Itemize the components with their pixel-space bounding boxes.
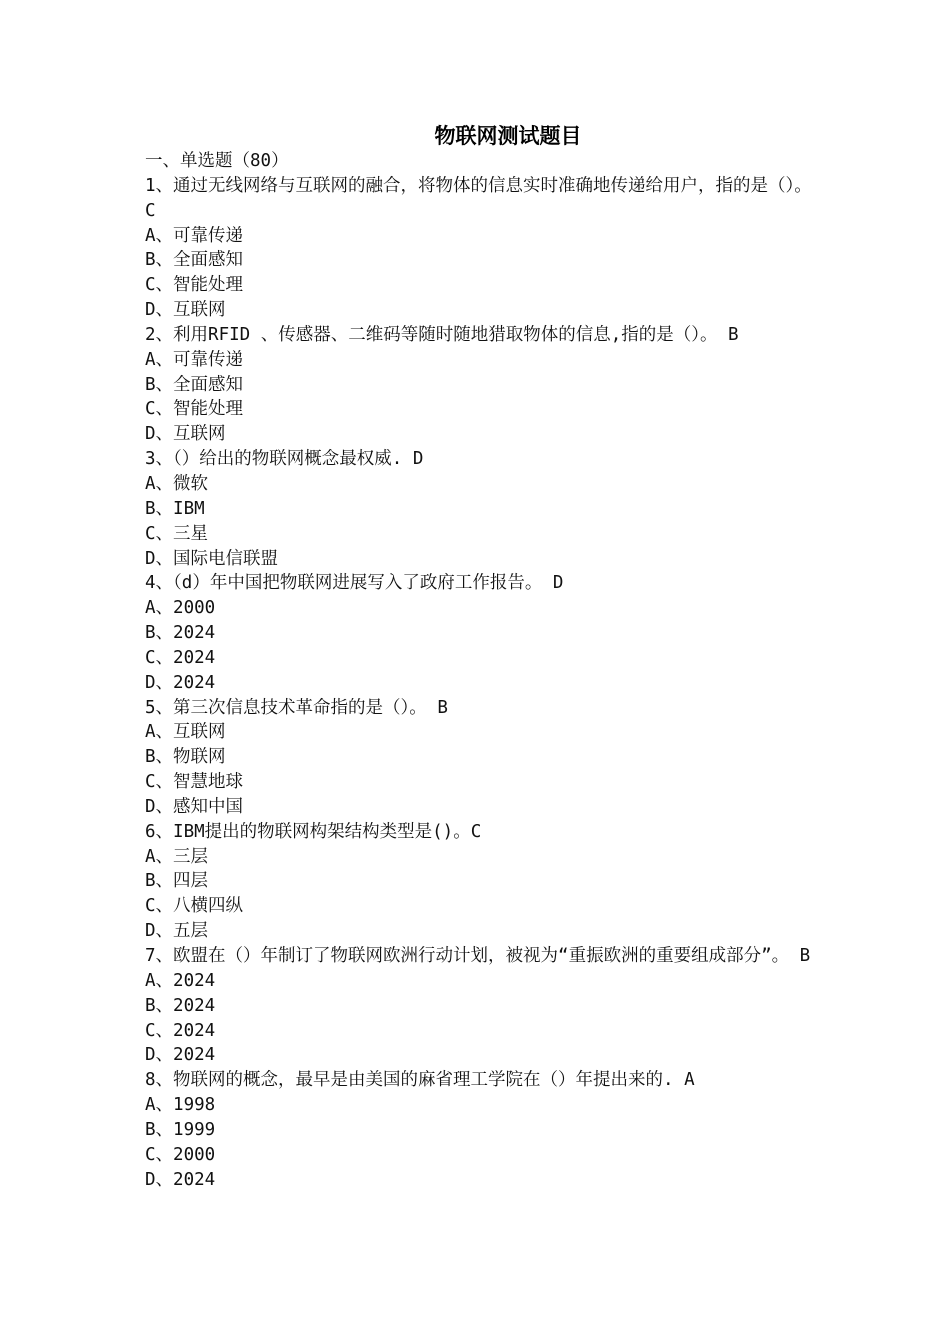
document-body xyxy=(145,149,823,1192)
option-b: B、2024 xyxy=(145,995,216,1016)
question-3 xyxy=(145,447,813,571)
option-a: A、1998 xyxy=(145,1095,216,1116)
question-5 xyxy=(145,696,813,820)
option-c: C、智能处理 xyxy=(145,275,244,296)
question-stem: 8、物联网的概念，最早是由美国的麻省理工学院在（）年提出来的. A xyxy=(145,1070,695,1091)
question-stem: 4、（d）年中国把物联网进展写入了政府工作报告。 D xyxy=(145,573,564,594)
option-a: A、可靠传递 xyxy=(145,349,244,370)
question-7 xyxy=(145,944,813,1068)
option-b: B、1999 xyxy=(145,1119,216,1140)
option-b: B、四层 xyxy=(145,871,209,892)
question-8 xyxy=(145,1068,813,1192)
option-d: D、五层 xyxy=(145,921,209,942)
question-4 xyxy=(145,571,813,695)
section-heading: 一、单选题（80） xyxy=(145,151,289,171)
option-b: B、全面感知 xyxy=(145,374,244,395)
question-stem: 5、第三次信息技术革命指的是（）。 B xyxy=(145,697,448,718)
question-stem: 1、通过无线网络与互联网的融合，将物体的信息实时准确地传递给用户，指的是（）。 C xyxy=(145,175,823,221)
question-stem: 3、（）给出的物联网概念最权威. D xyxy=(145,449,424,470)
option-d: D、国际电信联盟 xyxy=(145,548,279,569)
question-2 xyxy=(145,323,813,447)
question-stem: 6、IBM提出的物联网构架结构类型是()。C xyxy=(145,821,482,842)
question-1 xyxy=(145,174,823,323)
option-c: C、2024 xyxy=(145,1020,216,1041)
question-stem: 2、利用RFID 、传感器、二维码等随时随地猎取物体的信息,指的是（）。 B xyxy=(145,324,739,345)
option-a: A、可靠传递 xyxy=(145,225,244,246)
option-d: D、感知中国 xyxy=(145,796,244,817)
option-c: C、智慧地球 xyxy=(145,772,244,793)
option-c: C、智能处理 xyxy=(145,399,244,420)
option-b: B、物联网 xyxy=(145,747,226,768)
option-d: D、2024 xyxy=(145,1169,216,1190)
document-title: 物联网测试题目 xyxy=(434,123,582,148)
question-stem: 7、欧盟在（）年制订了物联网欧洲行动计划，被视为“重振欧洲的重要组成部分”。 B xyxy=(145,946,811,966)
option-a: A、2024 xyxy=(145,970,216,991)
option-b: B、2024 xyxy=(145,623,216,644)
option-d: D、互联网 xyxy=(145,300,226,321)
option-b: B、IBM xyxy=(145,498,205,519)
option-c: C、三星 xyxy=(145,523,209,544)
option-a: A、互联网 xyxy=(145,722,226,743)
option-a: A、微软 xyxy=(145,473,209,494)
option-c: C、2000 xyxy=(145,1144,216,1165)
option-a: A、三层 xyxy=(145,846,209,867)
option-c: C、2024 xyxy=(145,647,216,668)
option-d: D、2024 xyxy=(145,1045,216,1066)
option-d: D、2024 xyxy=(145,672,216,693)
option-b: B、全面感知 xyxy=(145,250,244,271)
question-6 xyxy=(145,820,813,944)
option-c: C、八横四纵 xyxy=(145,896,244,917)
option-a: A、2000 xyxy=(145,598,216,619)
option-d: D、互联网 xyxy=(145,424,226,445)
